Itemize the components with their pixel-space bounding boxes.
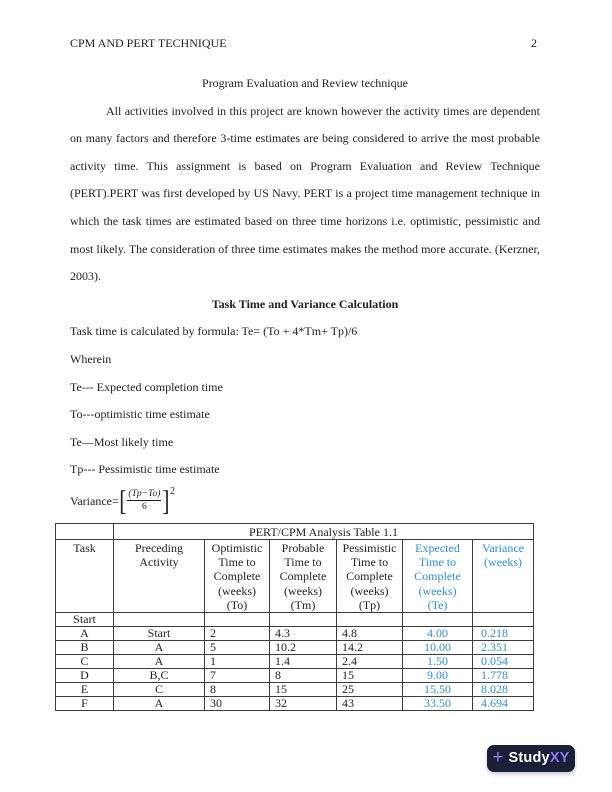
table-cell: 2.4 — [337, 655, 403, 669]
table-row — [56, 669, 534, 683]
table-cell: 4.8 — [337, 627, 403, 641]
table-cell: B,C — [114, 669, 205, 683]
table-header-row — [56, 540, 534, 613]
table-cell: C — [114, 683, 205, 697]
table-cell: 1.4 — [270, 655, 337, 669]
logo-text-xy: XY — [549, 750, 570, 766]
variance-formula — [70, 486, 540, 516]
table-header-cell: Probable Time to Complete (weeks) (Tm) — [270, 540, 337, 613]
table-cell: B — [56, 641, 114, 655]
table-cell: Start — [56, 613, 114, 627]
open-bracket-glyph: [ — [118, 484, 127, 517]
table-header-cell: Variance (weeks) — [473, 540, 534, 613]
table-row — [56, 683, 534, 697]
table-cell: 15 — [270, 683, 337, 697]
doc-title: Program Evaluation and Review technique — [202, 76, 408, 90]
table-header-cell: Pessimistic Time to Complete (weeks) (Tp) — [337, 540, 403, 613]
running-head — [70, 36, 537, 50]
table-cell: 15.50 — [403, 683, 473, 697]
table-cell: 1 — [205, 655, 270, 669]
table-cell: 8 — [270, 669, 337, 683]
fraction-numerator: (Tp−To) — [128, 489, 161, 500]
running-head-title: CPM AND PERT TECHNIQUE — [70, 36, 227, 50]
table-cell: 30 — [205, 697, 270, 711]
variance-label: Variance= — [70, 493, 119, 508]
table-cell — [403, 613, 473, 627]
pert-table — [55, 523, 534, 711]
table-row — [56, 697, 534, 711]
document-body — [70, 70, 540, 516]
table-header-cell: Optimistic Time to Complete (weeks) (To) — [205, 540, 270, 613]
table-header-cell: Expected Time to Complete (weeks) (Te) — [403, 540, 473, 613]
table-cell: A — [114, 641, 205, 655]
plus-icon: + — [492, 747, 504, 768]
table-cell: E — [56, 683, 114, 697]
exponent: 2 — [170, 485, 176, 497]
table-cell: 14.2 — [337, 641, 403, 655]
table-cell — [114, 613, 205, 627]
intro-paragraph: All activities involved in this project are known however the activity times are dependent on many factors and therefore 3-time estimates are being considered to arrive the most probable activity time. This assignment is based on Program Evaluation and Review Technique (PERT).PERT was first developed by US Navy. PERT is a project time management technique in which the task times are estimated based on three time horizons i.e. optimistic, pessimistic and most likely. The consideration of three time estimates makes the method more accurate. (Kerzner, 2003). — [70, 103, 540, 284]
table-cell: 32 — [270, 697, 337, 711]
table-cell: 0.054 — [473, 655, 534, 669]
logo-text — [509, 751, 570, 766]
tp-definition-line: Tp--- Pessimistic time estimate — [70, 462, 220, 477]
table-cell: 25 — [337, 683, 403, 697]
section-heading: Task Time and Variance Calculation — [211, 296, 399, 311]
table-cell — [205, 613, 270, 627]
table-cell: 9.00 — [403, 669, 473, 683]
table-cell: 0.218 — [473, 627, 534, 641]
table-header-cell: Preceding Activity — [114, 540, 205, 613]
table-row — [56, 655, 534, 669]
table-cell: 5 — [205, 641, 270, 655]
table-cell: 15 — [337, 669, 403, 683]
table-cell: 2 — [205, 627, 270, 641]
studyxy-logo — [487, 745, 575, 772]
table-cell: C — [56, 655, 114, 669]
table-cell: A — [56, 627, 114, 641]
table-cell: 33.50 — [403, 697, 473, 711]
table-cell: 4.00 — [403, 627, 473, 641]
to-definition-line: To---optimistic time estimate — [70, 407, 210, 422]
table-cell — [337, 613, 403, 627]
table-cell: Start — [114, 627, 205, 641]
table-cell: 8.028 — [473, 683, 534, 697]
variance-fraction — [126, 489, 162, 512]
table-cell — [270, 613, 337, 627]
table-cell: 7 — [205, 669, 270, 683]
fraction-denominator: 6 — [142, 502, 147, 513]
table-cell: 10.2 — [270, 641, 337, 655]
table-cell: 8 — [205, 683, 270, 697]
table-cell: A — [114, 655, 205, 669]
page-number: 2 — [531, 36, 537, 50]
table-cell — [473, 613, 534, 627]
table-cell: 2.351 — [473, 641, 534, 655]
wherein-line: Wherein — [70, 351, 112, 366]
table-cell: D — [56, 669, 114, 683]
table-cell: 4.694 — [473, 697, 534, 711]
table-row — [56, 627, 534, 641]
close-bracket-glyph: ] — [162, 484, 170, 517]
task-time-formula-line: Task time is calculated by formula: Te= (To + 4*Tm+ Tp)/6 — [70, 324, 358, 339]
table-row — [56, 641, 534, 655]
table-title: PERT/CPM Analysis Table 1.1 — [114, 524, 534, 540]
table-corner-cell — [56, 524, 114, 540]
logo-text-study: Study — [508, 750, 550, 766]
table-cell: 1.778 — [473, 669, 534, 683]
table-row — [56, 613, 534, 627]
table-cell: 43 — [337, 697, 403, 711]
tm-definition-line: Te—Most likely time — [70, 434, 174, 449]
table-cell: A — [114, 697, 205, 711]
table-header-cell: Task — [56, 540, 114, 613]
table-cell: 1.50 — [403, 655, 473, 669]
table-cell: F — [56, 697, 114, 711]
table-cell: 4.3 — [270, 627, 337, 641]
te-definition-line: Te--- Expected completion time — [70, 379, 223, 394]
table-cell: 10.00 — [403, 641, 473, 655]
